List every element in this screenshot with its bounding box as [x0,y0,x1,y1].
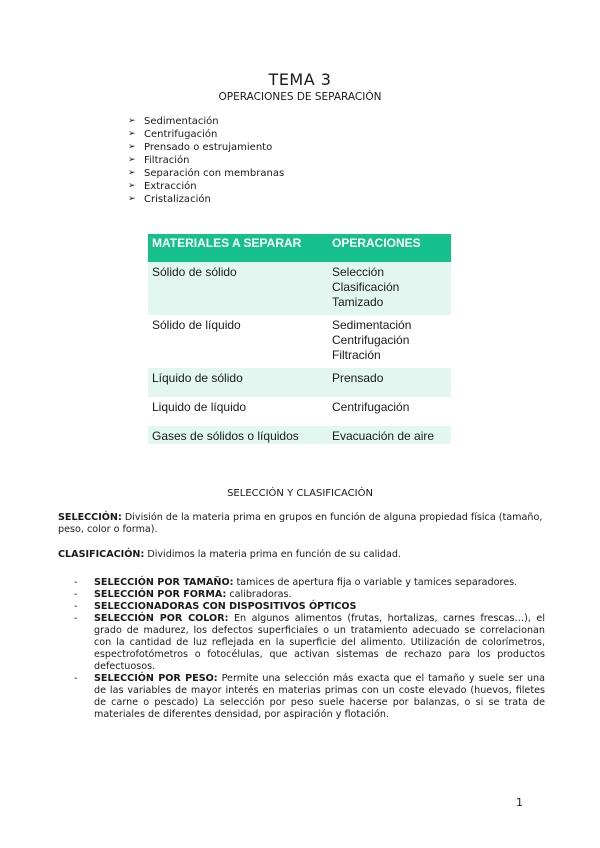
operations-cell: Prensado [328,368,451,397]
table-row [148,315,451,368]
list-item: ➢ Prensado o estrujamiento [128,142,273,153]
list-item: - SELECCIÓN POR FORMA: calibradoras. [74,589,292,600]
operations-bullet-list [128,115,284,206]
list-item: - SELECCIONADORAS CON DISPOSITIVOS ÓPTICOS [74,601,357,612]
arrow-bullet-icon: ➢ [128,116,136,126]
clasificacion-paragraph [58,549,545,561]
seleccion-label: SELECCIÓN: [58,512,122,523]
arrow-bullet-icon: ➢ [128,155,136,165]
material-cell: Sólido de sólido [148,262,328,315]
clasificacion-label: CLASIFICACIÓN: [58,549,145,560]
arrow-bullet-icon: ➢ [128,129,136,139]
material-cell: Sólido de líquido [148,315,328,368]
arrow-bullet-icon: ➢ [128,168,136,178]
material-cell: Gases de sólidos o líquidos [148,426,328,444]
operations-cell: Selección Clasificación Tamizado [328,262,451,315]
table-row [148,368,451,397]
page-number: 1 [516,796,523,809]
seleccion-paragraph [58,512,545,536]
material-cell: Líquido de sólido [148,368,328,397]
clasificacion-text: Dividimos la materia prima en función de su calidad. [144,549,402,560]
seleccion-text: División de la materia prima en grupos en función de alguna propiedad física (tamaño, peso, color o forma). [58,512,543,535]
table-row [148,426,451,444]
arrow-bullet-icon: ➢ [128,181,136,191]
page-subtitle: OPERACIONES DE SEPARACIÓN [218,91,382,103]
page-title: TEMA 3 [268,70,332,89]
list-item: - SELECCIÓN POR PESO: Permite una selección más exacta que el tamaño y suele ser una de las variables de mayor interés en materias primas con un coste elevado (huevos, filetes de carne o pescado) La selección por peso suele hacerse por balanzas, o si se trata de materiales de diferentes densidad, por aspiración y flotación. [74,673,545,720]
operations-cell: Centrifugación [328,397,451,426]
list-item: - SELECCIÓN POR COLOR: En algunos alimentos (frutas, hortalizas, carnes frescas…), el grado de madurez, los defectos superficiales o un tratamiento adecuado se correlacionan con la cantidad de luz reflejada en la superficie del alimento. Utilización de colorímetros, espectrofotómetros o fotocélulas, que activan sistemas de rechazo para los productos defectuosos. [74,613,545,672]
table-row [148,262,451,315]
list-item: ➢ Filtración [128,155,190,166]
list-item: ➢ Cristalización [128,194,211,205]
list-item: ➢ Separación con membranas [128,168,285,179]
operations-cell: Sedimentación Centrifugación Filtración [328,315,451,368]
column-header-materials: MATERIALES A SEPARAR [148,234,328,262]
arrow-bullet-icon: ➢ [128,142,136,152]
dash-bullet-icon: - [74,589,78,600]
list-item: ➢ Centrifugación [128,129,218,140]
table-row [148,397,451,426]
dash-bullet-icon: - [74,601,78,612]
table-header-row [148,234,451,262]
separation-table [148,234,451,444]
selection-methods-list [74,577,545,721]
list-item: ➢ Sedimentación [128,116,219,127]
operations-cell: Evacuación de aire [328,426,451,444]
section-title: SELECCIÓN Y CLASIFICACIÓN [227,488,373,499]
dash-bullet-icon: - [74,673,78,684]
column-header-operations: OPERACIONES [328,234,451,262]
list-item: - SELECCIÓN POR TAMAÑO: tamices de apertura fija o variable y tamices separadores. [74,577,518,588]
list-item: ➢ Extracción [128,181,197,192]
arrow-bullet-icon: ➢ [128,194,136,204]
dash-bullet-icon: - [74,613,78,624]
dash-bullet-icon: - [74,577,78,588]
material-cell: Liquido de líquido [148,397,328,426]
